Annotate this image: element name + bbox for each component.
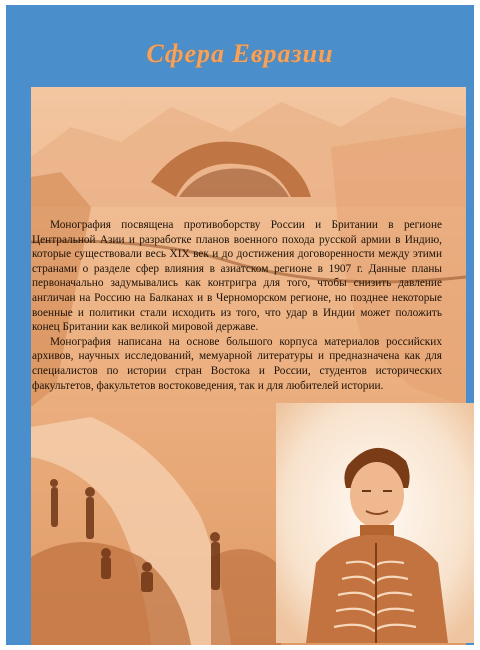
description-paragraph: Монография написана на основе большого корпуса материалов российских архивов, научных исследований, мемуарной литературы и предназначена как для специалистов по истории стран Востока и России, студентов исторических факультетов, факультетов востоковедения, так и для любителей истории.	[32, 335, 442, 392]
officer-portrait-photo	[276, 403, 474, 643]
description-paragraph: Монография посвящена противоборству России и Британии в регионе Центральной Азии и разработке планов военного похода русской армии в Индию, которые существовали весь XIX век и до достижения договоренности между этими странами о разделе сфер влияния в азиатском регионе в 1907 г. Данные планы первоначально задумывались как контригра для того, чтобы снизить давление англичан на Россию на Балканах и в Черноморском регионе, но позднее некоторые военные и политики стали исходить из того, что удар в Индии может положить конец Британии как великой мировой державе.	[32, 219, 442, 334]
book-description	[32, 218, 442, 393]
series-title: Сфера Евразии	[146, 39, 334, 68]
officer-portrait-illustration	[276, 403, 474, 643]
book-back-cover	[6, 5, 474, 645]
